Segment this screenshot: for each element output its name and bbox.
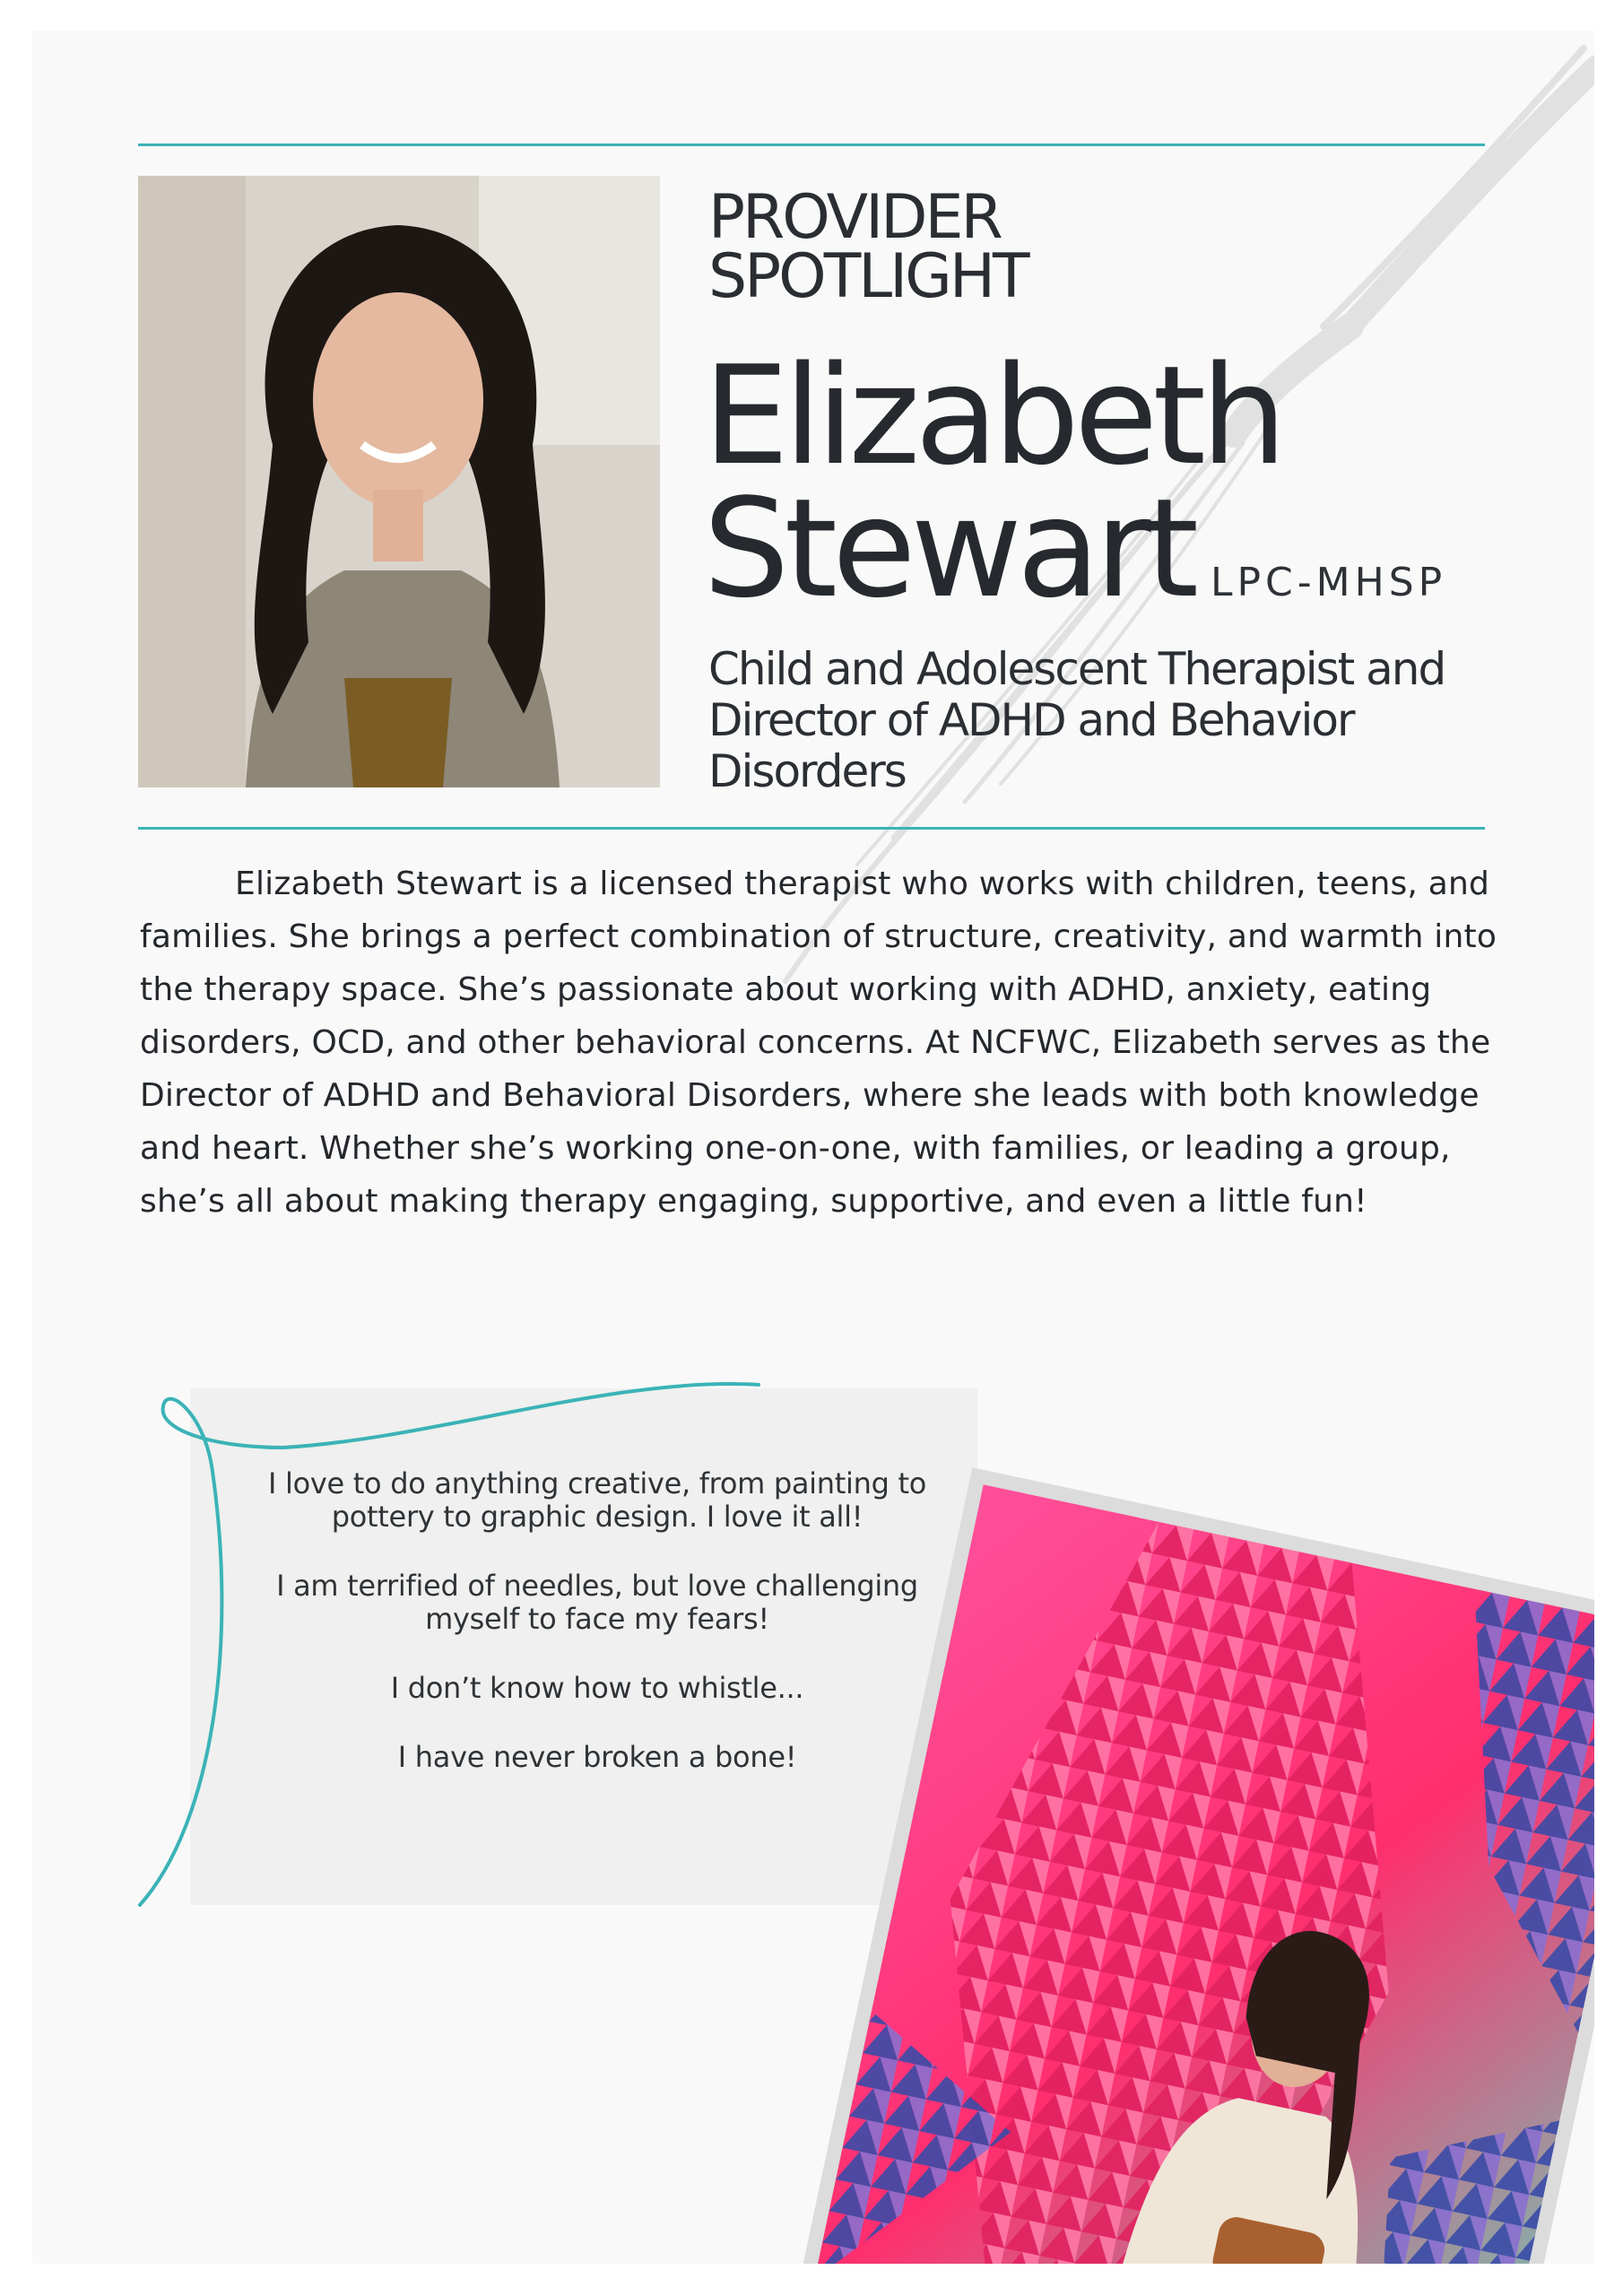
spotlight-eyebrow [708,182,1028,312]
top-divider [138,144,1485,146]
fun-fact-item: I am terrified of needles, but love challenging myself to face my fears! [276,1569,918,1636]
fun-fact-item: I love to do anything creative, from painting to pottery to graphic design. I love it all! [268,1466,926,1534]
fun-fact-item: I have never broken a bone! [397,1740,797,1774]
fun-facts-list [265,1467,929,1810]
credentials: LPC-MHSP [1211,560,1447,605]
provider-role: Child and Adolescent Therapist and Director of ADHD and Behavior Disorders [708,643,1445,797]
first-name: Elizabeth [703,336,1282,495]
middle-divider [138,827,1485,830]
bio-paragraph: Elizabeth Stewart is a licensed therapist who works with children, teens, and families. She brings a perfect combination of structure, creativity, and warmth into the therapy space. She’s passionate about working with ADHD, anxiety, eating disorders, OCD, and other behavioral concerns. At NCFWC, Elizabeth serves as the Director of ADHD and Behavioral Disorders, where she leads with both knowledge and heart. Whether she’s working one-on-one, with families, or leading a group, she’s all about making therapy engaging, supportive, and even a little fun! [140,865,1497,1220]
spotlight-page [32,30,1594,2264]
provider-name [703,336,1282,628]
eyebrow-line-2: SPOTLIGHT [708,241,1028,312]
last-name: Stewart [703,469,1194,628]
eyebrow-line-1: PROVIDER [708,182,1001,253]
headshot-photo [138,176,660,787]
fun-fact-item: I don’t know how to whistle... [390,1671,804,1705]
